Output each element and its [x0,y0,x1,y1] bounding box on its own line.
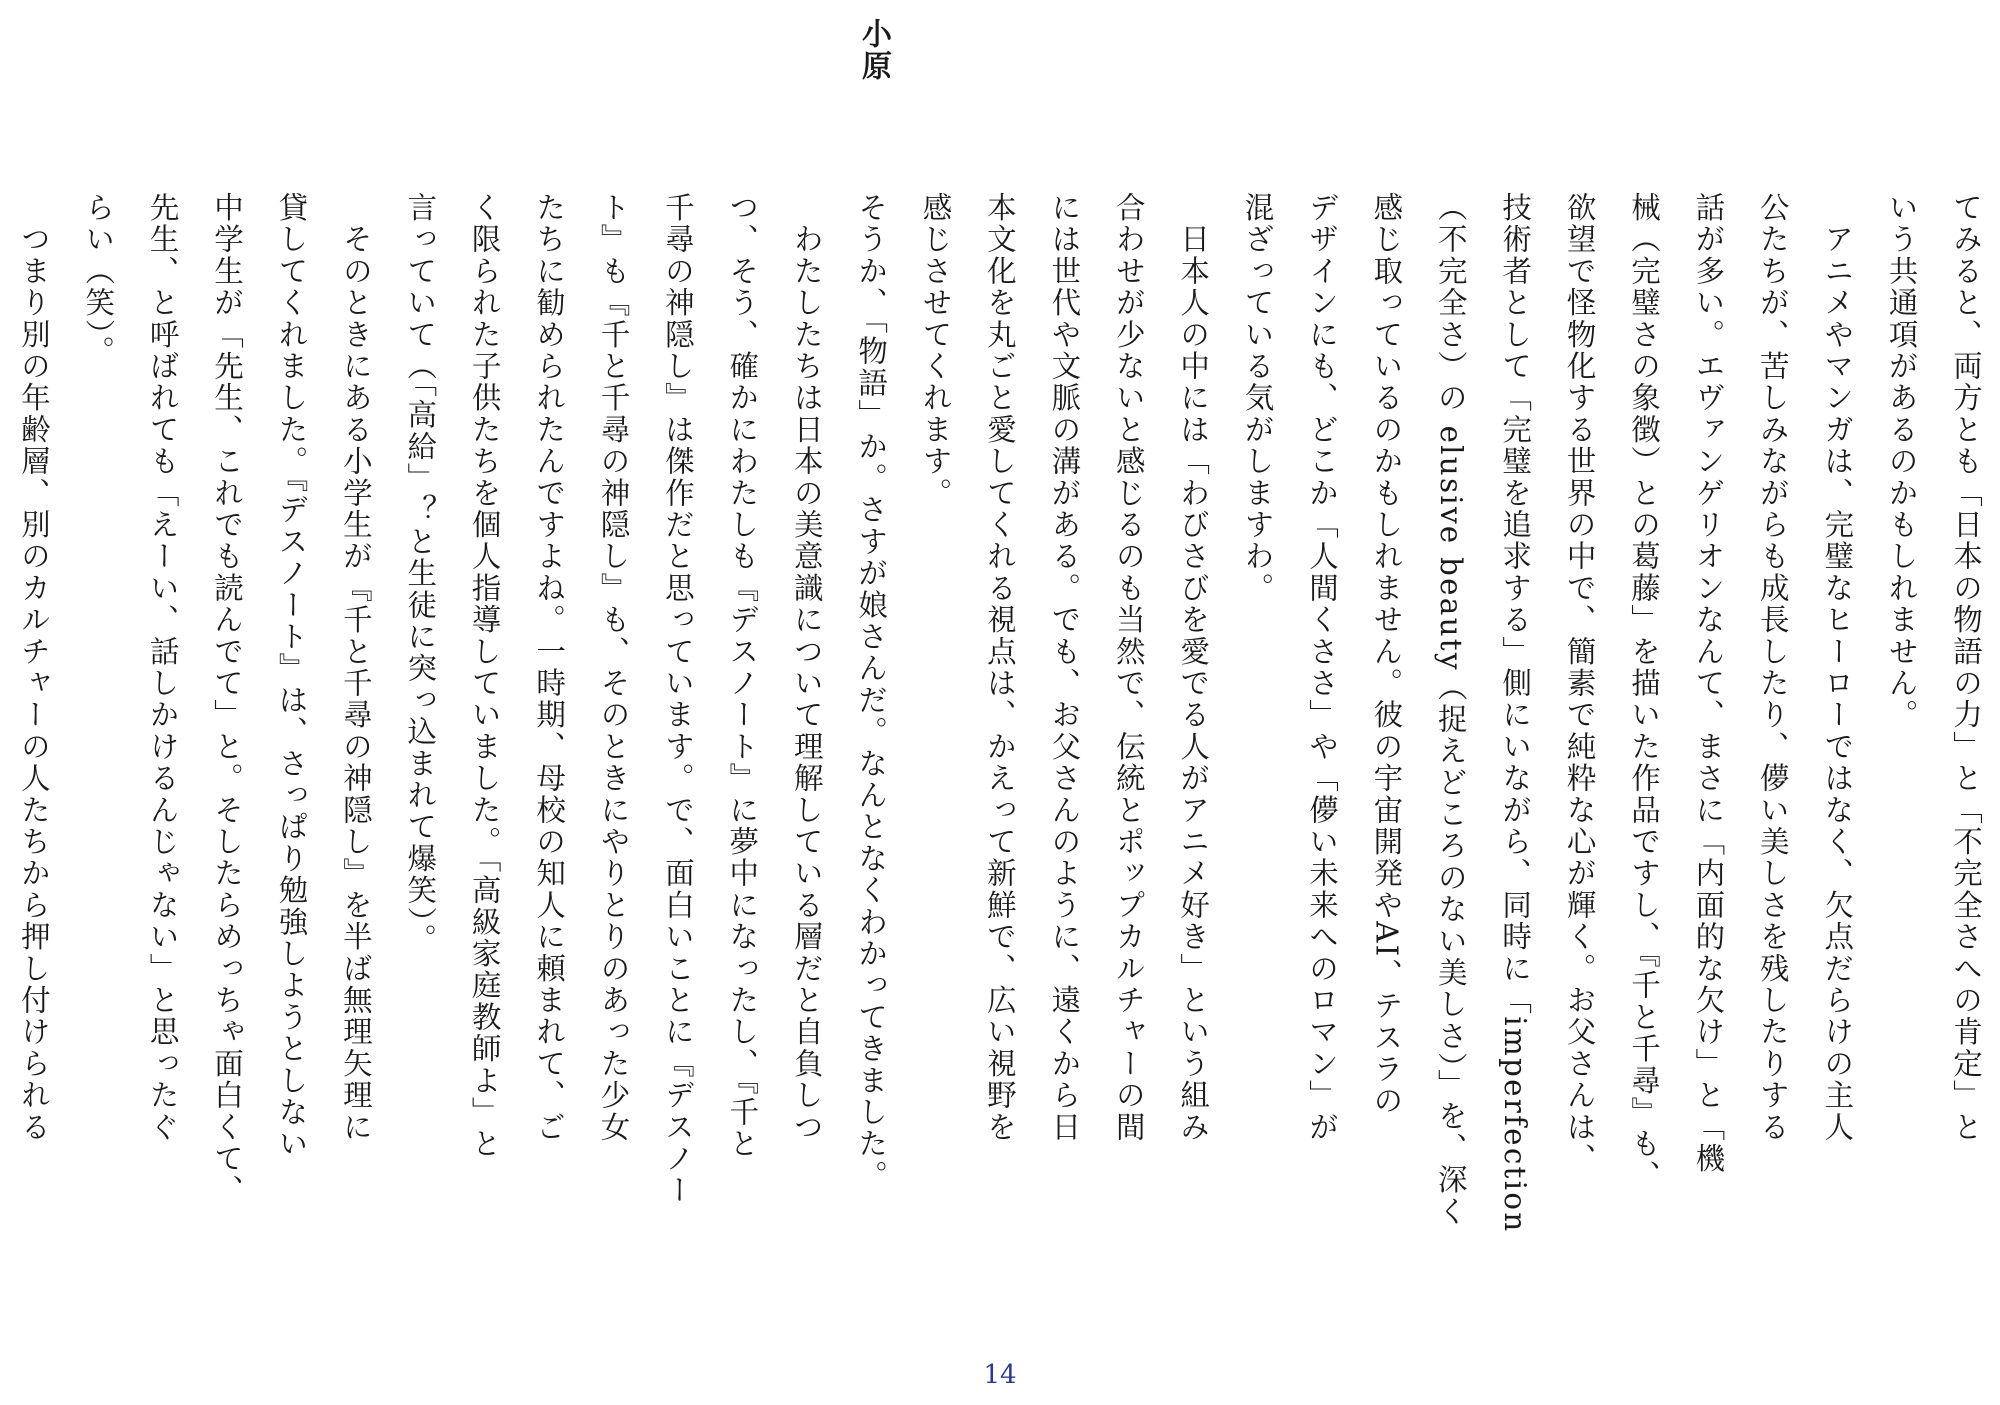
text-column: 欲望で怪物化する世界の中で、簡素で純粋な心が輝く。お父さんは、 [1562,192,1597,1175]
text-column: 技術者として「完璧を追求する」側にいながら、同時に「imperfection [1498,192,1533,1234]
text-column: 貸してくれました。『デスノート』は、さっぱり勉強しようとしない [274,192,309,1160]
text-column: デザインにも、どこか「人間くささ」や「儚い未来へのロマン」が [1304,192,1339,1143]
text-column: つまり別の年齢層、別のカルチャーの人たちから押し付けられる [16,192,51,1143]
speaker-label: 小原 [856,18,891,82]
text-column: いう共通項があるのかもしれません。 [1884,192,1919,731]
text-column: 公たちが、苦しみながらも成長したり、儚い美しさを残したりする [1755,192,1790,1143]
text-column: 先生、と呼ばれても「えーい、話しかけるんじゃない」と思ったぐ [145,192,180,1143]
text-column: 千尋の神隠し』は傑作だと思っています。で、面白いことに『デスノー [660,192,695,1207]
text-column: 合わせが少ないと感じるのも当然で、伝統とポップカルチャーの間 [1111,192,1146,1143]
text-column: そうか、「物語」か。さすが娘さんだ。なんとなくわかってきました。 [854,192,889,1192]
text-column: 感じ取っているのかもしれません。彼の宇宙開発やAI、テスラの [1369,192,1404,1117]
text-column: てみると、両方とも「日本の物語の力」と「不完全さへの肯定」と [1949,192,1983,1143]
text-column: たちに勧められたんですよね。一時期、母校の知人に頼まれて、ご [532,192,567,1143]
text-column: ト』も『千と千尋の神隠し』も、そのときにやりとりのあった少女 [596,192,631,1143]
text-column: そのときにある小学生が『千と千尋の神隠し』を半ば無理矢理に [338,192,373,1143]
text-column: アニメやマンガは、完璧なヒーローではなく、欠点だらけの主人 [1820,192,1855,1143]
text-column: （不完全さ）の elusive beauty（捉えどころのない美しさ）」を、深く [1433,192,1468,1228]
text-column: には世代や文脈の溝がある。でも、お父さんのように、遠くから日 [1047,192,1082,1143]
text-column: わたしたちは日本の美意識について理解している層だと自負しつ [789,192,824,1143]
text-column: 本文化を丸ごと愛してくれる視点は、かえって新鮮で、広い視野を [982,192,1017,1144]
page-number: 14 [983,1360,1017,1390]
text-column: 感じさせてくれます。 [918,192,953,509]
text-column: らい（笑）。 [81,192,116,368]
text-column: 械（完璧さの象徴）との葛藤」を描いた作品ですし、『千と千尋』も、 [1626,192,1661,1192]
body-text [0,192,2000,1372]
text-column: 中学生が「先生、これでも読んでて」と。そしたらめっちゃ面白くて、 [210,192,245,1207]
text-column: く限られた子供たちを個人指導していました。「高級家庭教師よ」と [467,192,502,1160]
text-column: 話が多い。エヴァンゲリオンなんて、まさに「内面的な欠け」と「機 [1691,192,1726,1175]
text-column: つ、そう、確かにわたしも『デスノート』に夢中になったし、『千と [725,192,760,1160]
text-column: 言っていて（「高給」？と生徒に突っ込まれて爆笑）。 [403,192,438,955]
text-column: 日本人の中には「わびさびを愛でる人がアニメ好き」という組み [1176,192,1211,1143]
text-column: 混ざっている気がしますわ。 [1240,192,1275,605]
